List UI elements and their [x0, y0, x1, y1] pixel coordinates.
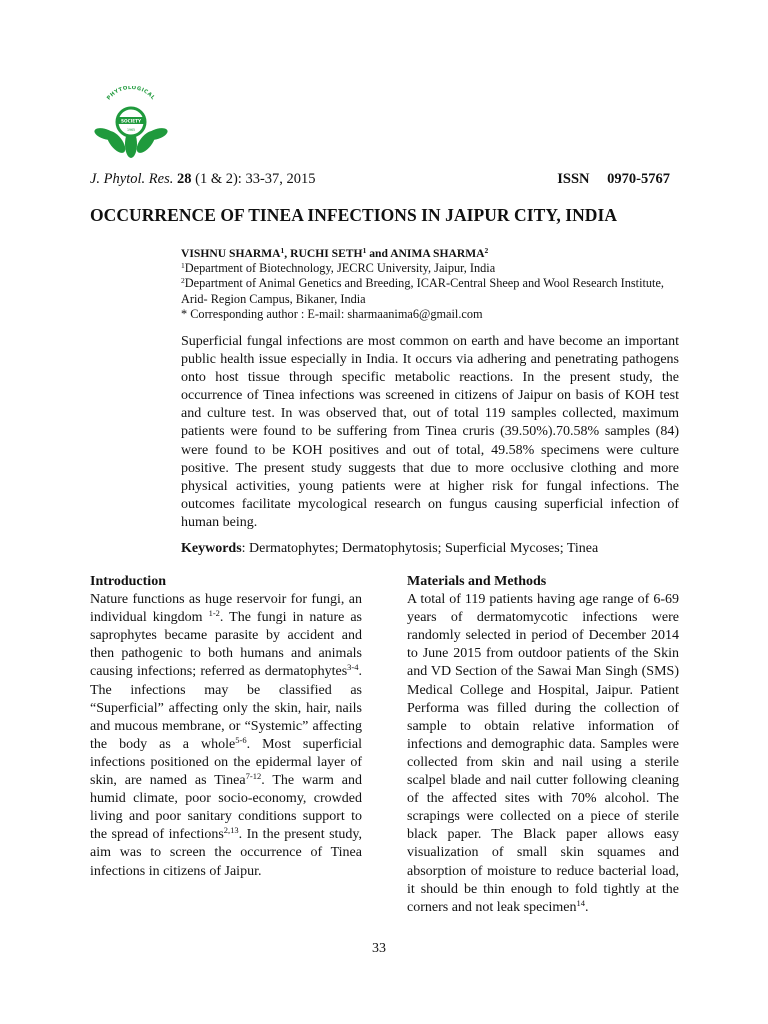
corresponding-author: * Corresponding author : E-mail: sharmaanima6@gmail.com — [181, 306, 483, 321]
text-run: . The warm and humid climate, poor socio-economy, crowded living and poor sanitary conditions support to the spread of infections — [90, 773, 363, 843]
introduction-heading: Introduction — [90, 574, 166, 589]
author-affiliation-mark: 1 — [280, 246, 285, 255]
svg-text:1965: 1965 — [126, 128, 136, 132]
keywords — [181, 540, 679, 558]
citation-ref: 5-6 — [235, 734, 247, 745]
methods-heading: Materials and Methods — [407, 574, 547, 589]
text-run: . — [585, 899, 589, 915]
affiliation-text: Department of Animal Genetics and Breeding, ICAR-Central Sheep and Wool Research Institute, Arid- Region Campus, Bikaner, India — [181, 276, 665, 306]
paper-title: OCCURRENCE OF TINEA INFECTIONS IN JAIPUR CITY, INDIA — [90, 205, 618, 225]
journal-volume: 28 — [176, 171, 192, 187]
text-run: . The fungi in nature as saprophytes became parasite by accident and then pathogenic to both humans and animals causing infections; referred as dermatophytes — [90, 610, 362, 680]
citation-ref: 3-4 — [347, 662, 359, 673]
citation-ref: 2,13 — [223, 825, 239, 836]
page-number: 33 — [372, 941, 386, 956]
author-name: ANIMA SHARMA — [390, 247, 485, 260]
methods-section — [407, 573, 679, 917]
introduction-section — [90, 573, 362, 881]
text-run: Nature functions as huge reservoir for fungi, an individual kingdom — [90, 592, 362, 626]
methods-body — [407, 591, 679, 917]
affiliation-text: Department of Biotechnology, JECRC University, Jaipur, India — [184, 261, 496, 276]
citation-ref: 14 — [576, 897, 585, 908]
issn — [557, 171, 670, 188]
text-run: . The infections may be classified as “Superficial” affecting only the skin, hair, nails and mucous membrane, or “Systemic” affecting the body as a whole — [90, 664, 362, 752]
author-name: VISHNU SHARMA — [181, 247, 281, 260]
society-logo — [88, 86, 174, 162]
svg-text:SOCIETY: SOCIETY — [121, 118, 141, 124]
svg-text:PHYTOLOGICAL: PHYTOLOGICAL — [106, 86, 156, 102]
journal-citation-line — [90, 171, 670, 191]
authors-line: VISHNU SHARMA$^1$, RUCHI SETH$^1$ and ANIMA SHARMA$^2$ — [181, 246, 489, 260]
citation-ref: 1-2 — [208, 608, 220, 619]
issn-number: 0970-5767 — [607, 171, 670, 187]
affiliation-mark: 1 — [181, 261, 185, 271]
journal-issue: (1 & 2): 33-37, 2015 — [195, 171, 316, 187]
text-run: A total of 119 patients having age range of 6-69 years of dermatomycotic infections were randomly selected in period of December 2014 to June 2015 from outdoor patients of the Skin and VD Section of the Sawai Man Singh (SMS) Medical College and Hospital, Jaipur. Patient Performa was filled during the collection of sample to obtain relative information of infections and demographic data. Samples were collected from skin and nail using a sterile scalpel blade and nail cutter following cleaning of the affected sites with 70% alcohol. The scrapings were collected on a piece of sterile black paper. The Black paper allows easy visualization of small skin squames and absorption of moisture to reduce bacterial load, it should be thin enough to fold tightly at the corners and not leak specimen — [407, 592, 679, 915]
authors-block — [181, 246, 681, 322]
abstract: Superficial fungal infections are most common on earth and have become an important public health issue especially in India. It occurs via adhering and penetrating pathogens onto host tissue through specific metabolic reactions. In the present study, the occurrence of Tinea infections was screened in citizens of Jaipur on basis of KOH test and culture test. In was observed that, out of total 119 samples collected, maximum patients were found to be suffering from Tinea cruris (39.50%).70.58% samples (84) were found to be KOH positives and out of total, 49.58% specimens were culture positive. The present study suggests that due to more occlusive clothing and more physical activities, young patients were at higher risk for fungal infections. The outcomes facilitate mycological research on fungus causing superficial infection of human being. — [181, 334, 679, 530]
text-run: . In the present study, aim was to screen the occurrence of Tinea infections in citizens of Jaipur. — [90, 827, 362, 879]
keywords-label: Keywords — [181, 541, 242, 556]
introduction-body — [90, 591, 362, 881]
citation-ref: 7-12 — [245, 771, 262, 782]
author-affiliation-mark: 2 — [484, 246, 489, 255]
text-run: . Most superficial infections positioned on the epidermal layer of skin, are named as Tinea — [90, 736, 362, 789]
author-affiliation-mark: 1 — [362, 246, 367, 255]
issn-label: ISSN — [557, 171, 590, 187]
author-conjunction: and — [369, 247, 388, 260]
author-name: RUCHI SETH — [290, 247, 363, 260]
journal-citation — [90, 171, 316, 188]
affiliation-mark: 2 — [181, 276, 185, 286]
phytological-society-logo-icon — [88, 86, 174, 162]
affiliation-2 — [181, 276, 681, 306]
keywords-text: : Dermatophytes; Dermatophytosis; Superficial Mycoses; Tinea — [241, 541, 599, 556]
affiliation-1 — [181, 261, 681, 276]
journal-abbrev: J. Phytol. Res. — [90, 171, 174, 187]
